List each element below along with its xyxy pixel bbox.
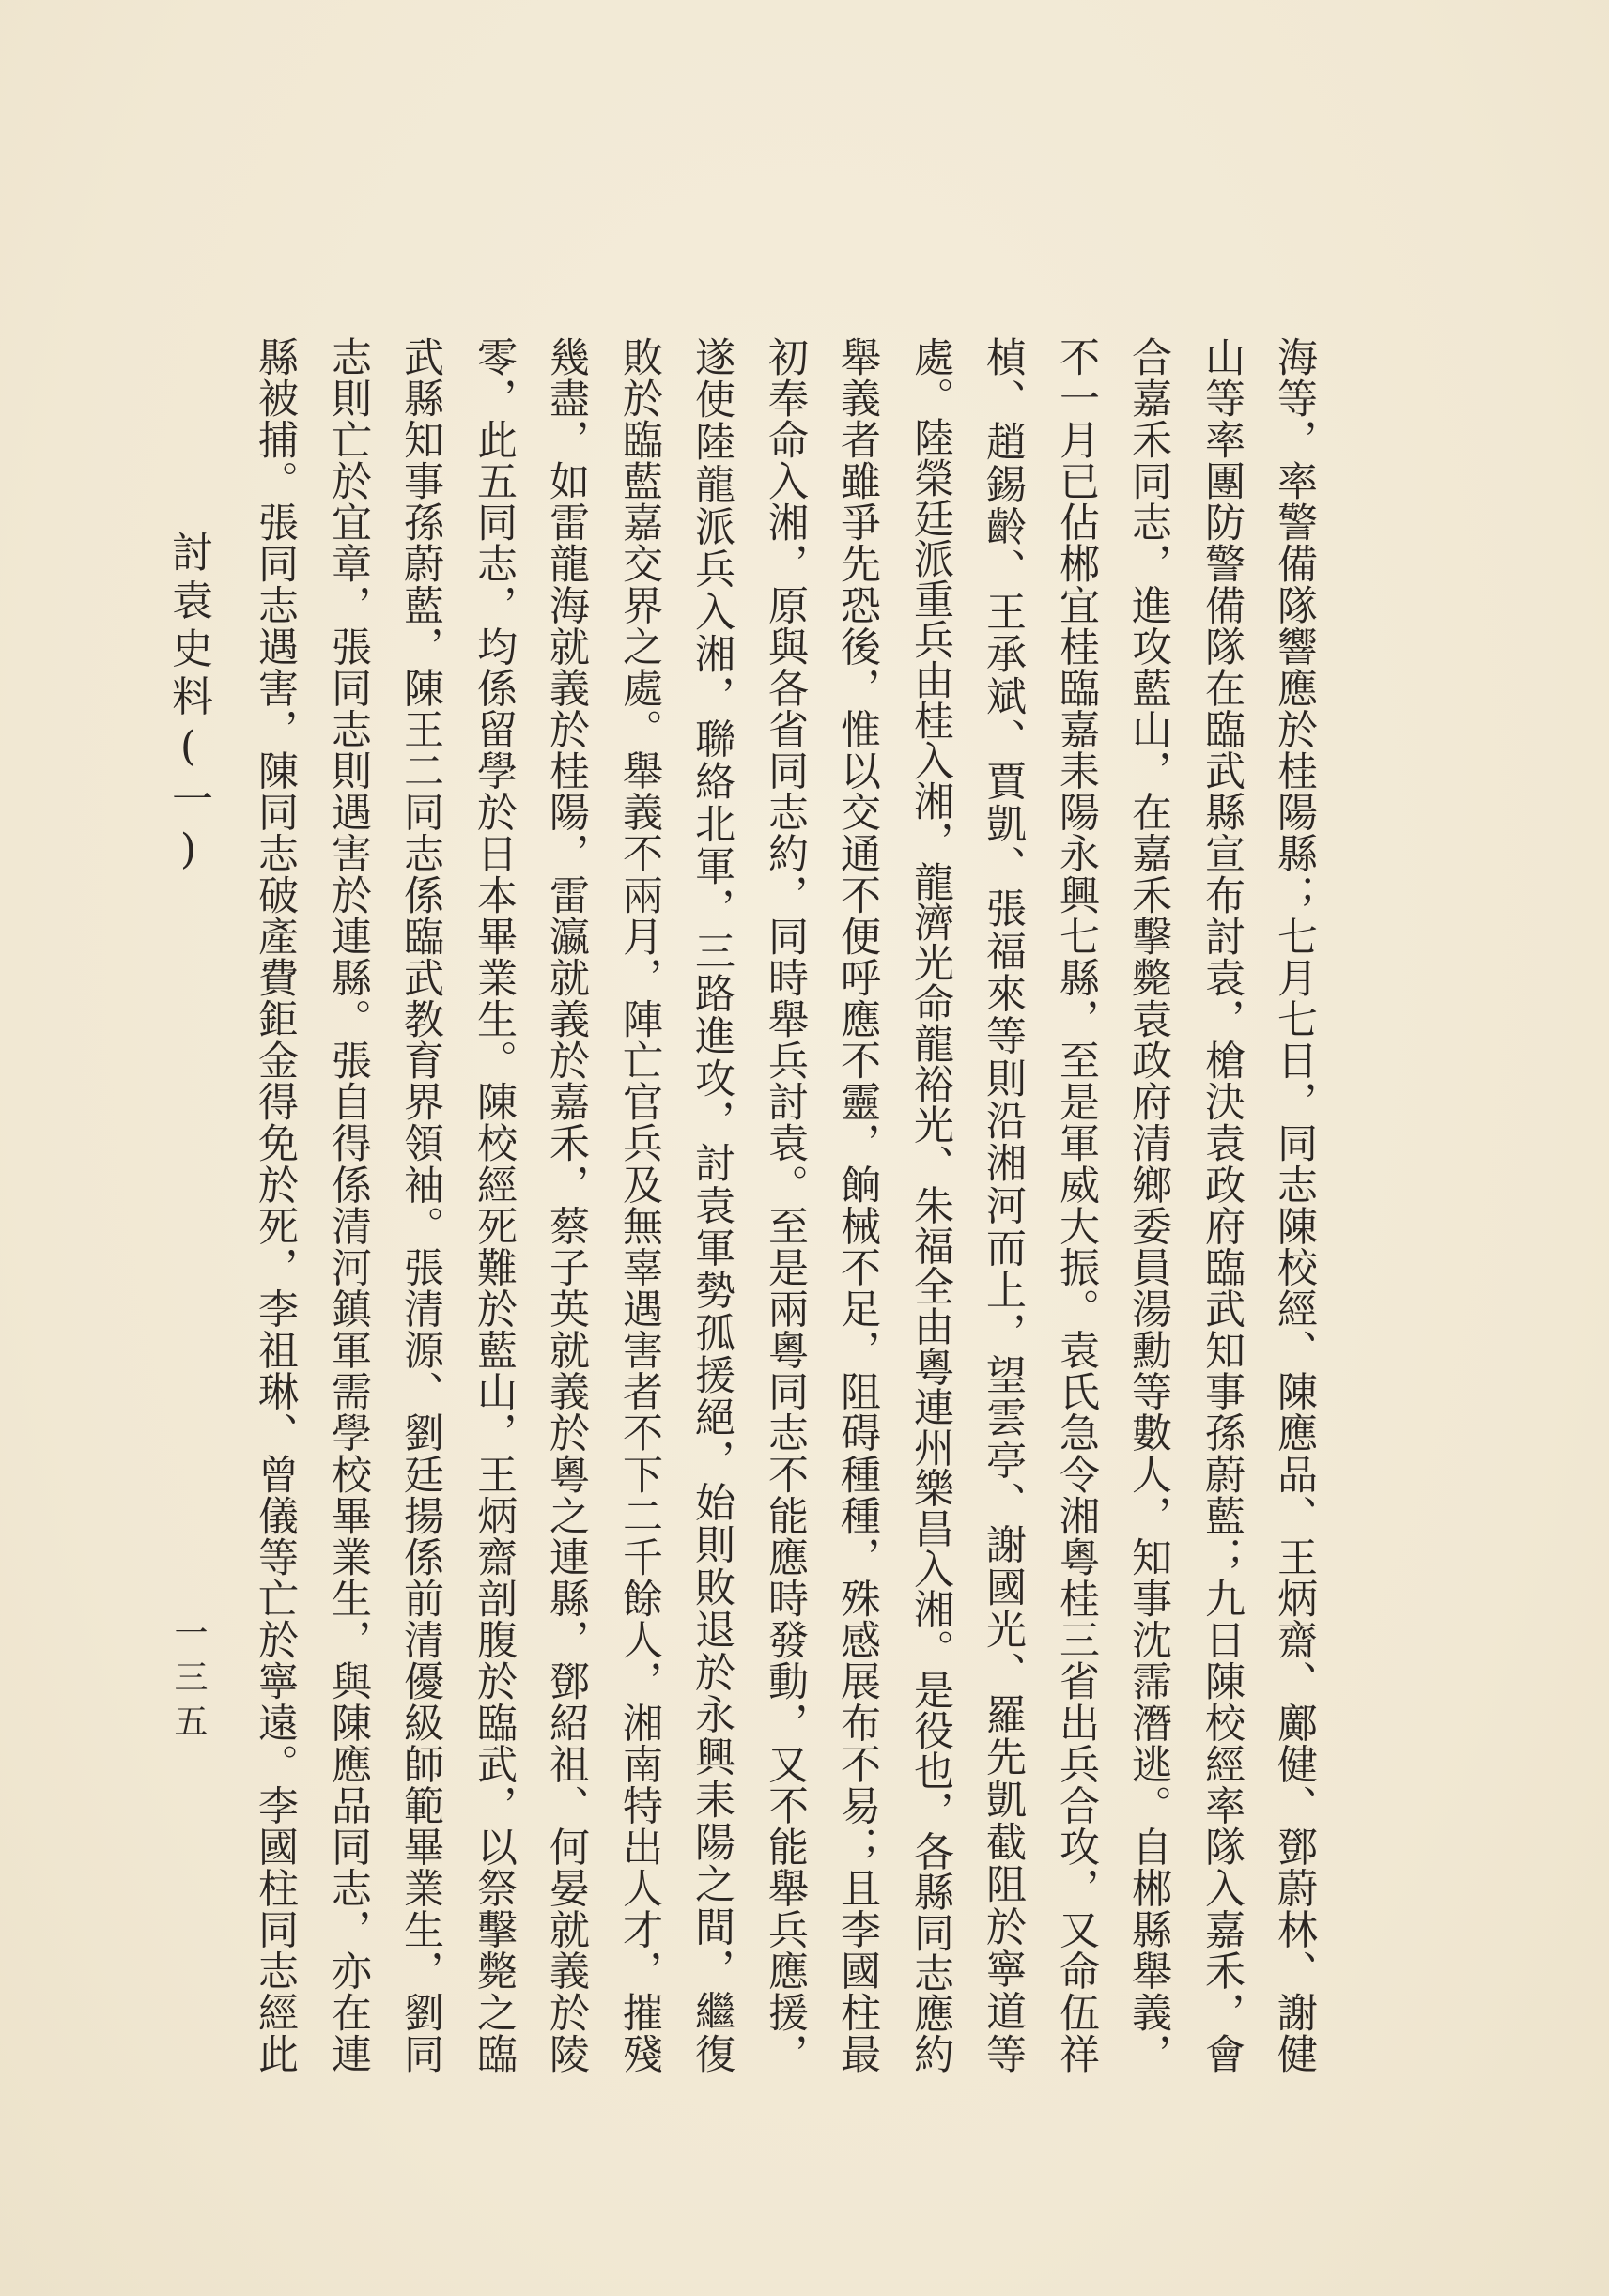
text-column: 幾盡，如雷龍海就義於桂陽，雷瀛就義於嘉禾，蔡子英就義於粵之連縣，鄧紹祖、何晏就義於陵 [543, 336, 590, 2073]
text-column: 合嘉禾同志，進攻藍山，在嘉禾擊斃袁政府清鄉委員湯勳等數人，知事沈霈潛逃。自郴縣舉義， [1125, 336, 1172, 2073]
text-column: 處。陸榮廷派重兵由桂入湘，龍濟光命龍裕光、朱福全由粵連州樂昌入湘。是役也，各縣同志應約 [907, 336, 954, 2073]
text-column: 不一月已佔郴宜桂臨嘉耒陽永興七縣，至是軍威大振。袁氏急令湘粵桂三省出兵合攻，又命伍祥 [1053, 336, 1100, 2073]
text-column: 初奉命入湘，原與各省同志約，同時舉兵討袁。至是兩粵同志不能應時發動，又不能舉兵應援， [762, 336, 809, 2073]
text-column: 零，此五同志，均係留學於日本畢業生。陳校經死難於藍山，王炳齋剖腹於臨武，以祭擊斃之臨 [471, 336, 518, 2073]
book-title: 討袁史料(一) [164, 531, 212, 873]
text-column: 遂使陸龍派兵入湘，聯絡北軍，三路進攻，討袁軍勢孤援絕，始則敗退於永興耒陽之間，繼復 [688, 336, 735, 2073]
text-column: 敗於臨藍嘉交界之處。舉義不兩月，陣亡官兵及無辜遇害者不下二千餘人，湘南特出人才，摧殘 [616, 336, 663, 2073]
text-column: 楨、趙錫齡、王承斌、賈凱、張福來等則沿湘河而上，望雲亭、謝國光、羅先凱截阻於寧道等 [980, 336, 1027, 2073]
text-column: 志則亡於宜章，張同志則遇害於連縣。張自得係清河鎮軍需學校畢業生，與陳應品同志，亦在連 [325, 336, 372, 2073]
text-column: 縣被捕。張同志遇害，陳同志破產費鉅金得免於死，李祖琳、曾儀等亡於寧遠。李國柱同志經此 [252, 336, 299, 2073]
page-number: 一三五 [169, 1615, 208, 1737]
text-column: 海等，率警備隊響應於桂陽縣；七月七日，同志陳校經、陳應品、王炳齋、鄺健、鄧蔚林、謝健 [1271, 336, 1318, 2073]
text-column: 武縣知事孫蔚藍，陳王二同志係臨武教育界領袖。張清源、劉廷揚係前清優級師範畢業生，劉同 [397, 336, 444, 2073]
text-column: 山等率團防警備隊在臨武縣宣布討袁，槍決袁政府臨武知事孫蔚藍；九日陳校經率隊入嘉禾，會 [1199, 336, 1245, 2073]
text-column: 舉義者雖爭先恐後，惟以交通不便呼應不靈，餉械不足，阻碍種種，殊感展布不易；且李國柱最 [834, 336, 881, 2073]
